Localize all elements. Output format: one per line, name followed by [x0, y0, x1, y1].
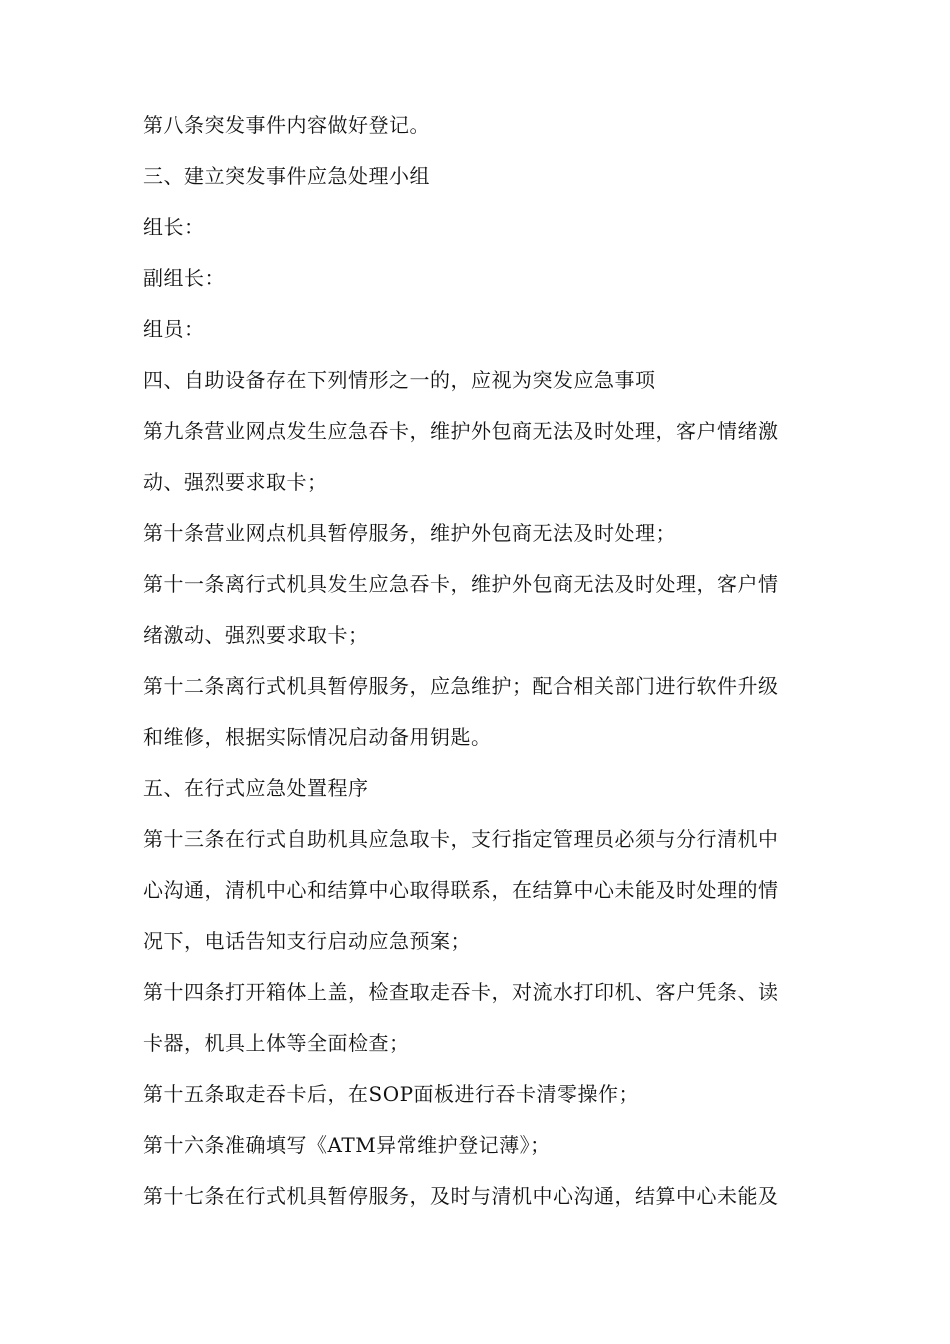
- paragraph-line: 和维修，根据实际情况启动备用钥匙。: [143, 725, 492, 749]
- paragraph-line: 绪激动、强烈要求取卡；: [143, 623, 369, 647]
- paragraph-line: 心沟通，清机中心和结算中心取得联系，在结算中心未能及时处理的情: [143, 878, 779, 902]
- paragraph-line: 组员：: [143, 317, 205, 341]
- paragraph-line: 组长：: [143, 215, 205, 239]
- paragraph-line: 第十二条离行式机具暂停服务，应急维护；配合相关部门进行软件升级: [143, 674, 779, 698]
- paragraph-line: 第十三条在行式自助机具应急取卡，支行指定管理员必须与分行清机中: [143, 827, 779, 851]
- paragraph-line: 第十一条离行式机具发生应急吞卡，维护外包商无法及时处理，客户情: [143, 572, 779, 596]
- paragraph-line: 副组长：: [143, 266, 225, 290]
- paragraph-line: 况下，电话告知支行启动应急预案；: [143, 929, 471, 953]
- section-heading: 四、自助设备存在下列情形之一的，应视为突发应急事项: [143, 368, 656, 392]
- paragraph-line: 第八条突发事件内容做好登记。: [143, 113, 430, 137]
- paragraph-line: 动、强烈要求取卡；: [143, 470, 328, 494]
- paragraph-line: 第十五条取走吞卡后，在SOP面板进行吞卡清零操作；: [143, 1082, 640, 1106]
- paragraph-line: 第十条营业网点机具暂停服务，维护外包商无法及时处理；: [143, 521, 676, 545]
- paragraph-line: 第十六条准确填写《ATM异常维护登记薄》；: [143, 1133, 551, 1157]
- paragraph-line: 第十四条打开箱体上盖，检查取走吞卡，对流水打印机、客户凭条、读: [143, 980, 779, 1004]
- section-heading: 五、在行式应急处置程序: [143, 776, 369, 800]
- document-body: [143, 100, 823, 1222]
- paragraph-line: 第十七条在行式机具暂停服务，及时与清机中心沟通，结算中心未能及: [143, 1184, 779, 1208]
- paragraph-line: 卡器，机具上体等全面检查；: [143, 1031, 410, 1055]
- section-heading: 三、建立突发事件应急处理小组: [143, 164, 430, 188]
- paragraph-line: 第九条营业网点发生应急吞卡，维护外包商无法及时处理，客户情绪激: [143, 419, 779, 443]
